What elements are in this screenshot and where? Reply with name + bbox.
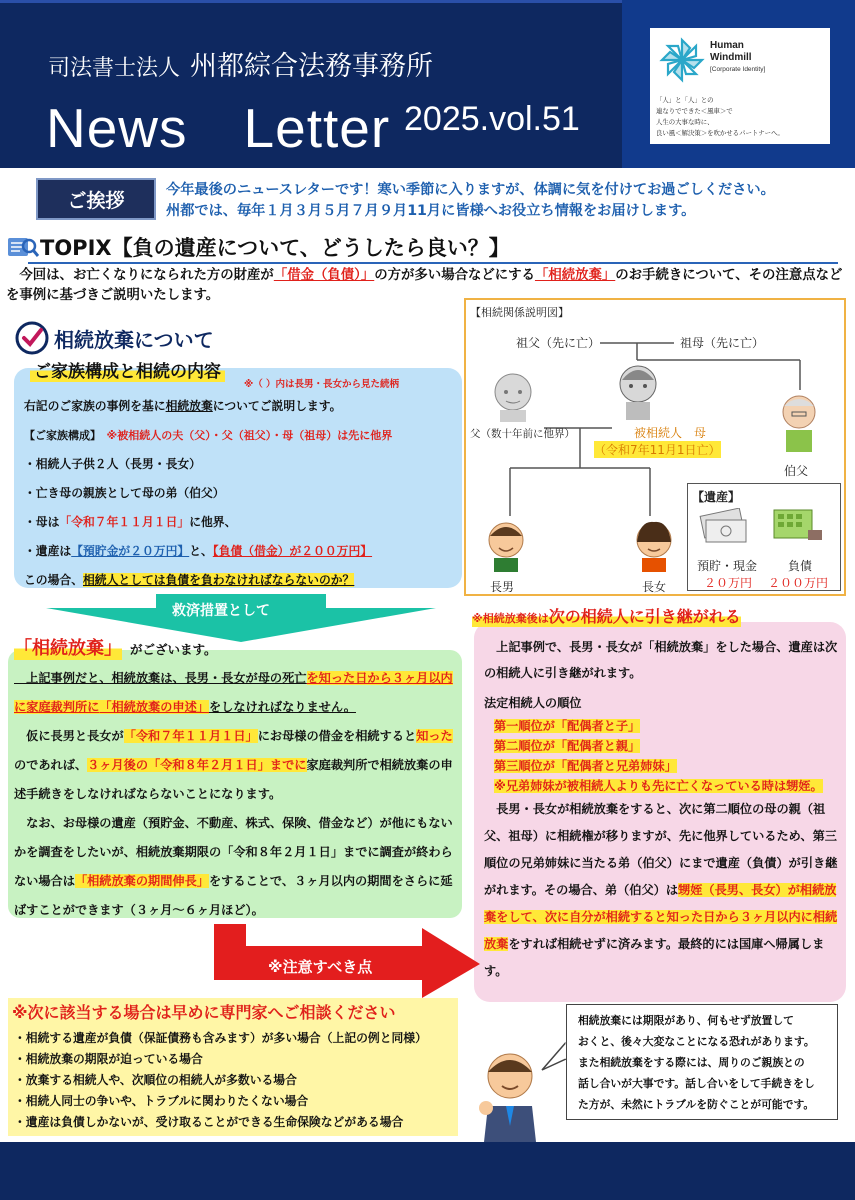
family-line: [24, 537, 458, 566]
daughter-figure-icon: [632, 518, 676, 572]
text: なお、お母様の遺産（預貯金、不動産、株式、保険、借金など）が他にもないかを調査をしたいが、相続放棄期限の「令和８年２月１日」までに調査が終わらない場合は: [14, 816, 453, 888]
deceased-date: （令和7年11月1日亡）: [594, 443, 721, 457]
son-label: 長男: [490, 580, 515, 594]
cash-icon: [698, 508, 750, 548]
text: 話し合いが大事です。話し合いをして手続きをし: [578, 1077, 815, 1090]
family-line: ・亡き母の親族として母の弟（伯父）: [24, 486, 225, 500]
order-item: 第三順位が「配偶者と兄弟姉妹」: [494, 759, 677, 773]
list-item: ・相続人同士の争いや、トラブルに関わりたくない場合: [14, 1094, 309, 1108]
next-heir-title: [472, 604, 741, 627]
text: また相続放棄をする際には、周りのご親族との: [578, 1056, 805, 1069]
daughter-label: 長女: [642, 580, 667, 594]
text: 「相続放棄の期間伸長」: [74, 874, 209, 888]
text: のであれば、: [14, 758, 88, 772]
text: 上記事例だと、相続放棄は、長男・長女が母の死亡: [14, 671, 307, 685]
text: 右記のご家族の事例を基に: [24, 399, 166, 413]
text: をすることで、３ヶ月以内の期間をさらに延ばすことができます（３ヶ月～６ヶ月ほど）。: [14, 874, 453, 917]
diagram-caption: 【相続関係説明図】: [470, 306, 569, 319]
order-item: ※兄弟姉妹が被相続人よりも先に亡くなっている時は甥姪。: [494, 779, 823, 793]
text: た方が、未然にトラブルを防ぐことが可能です。: [578, 1098, 815, 1111]
advisor-figure-icon: [474, 1046, 548, 1142]
text: ※被相続人の夫（父）・父（祖父）・母（祖母）は先に他界: [106, 429, 393, 442]
intro-text: の方が多い場合などにする: [374, 268, 535, 283]
advice-text: [578, 1010, 836, 1115]
family-note: ※（ ）内は長男・長女から見た続柄: [244, 379, 400, 390]
topix-underline: [28, 262, 838, 264]
text: 長男・長女が相続放棄をすると、次に第二順位の母の親（祖父、祖母）に相続権が移りますが、先に他界しているため、第三順位の兄弟姉妹に当たる弟（伯父）にまで遺産（負債）が引き継がれます。その場合、弟（伯父）は: [484, 802, 838, 897]
list-item: ・遺産は負債しかないが、受け取ることができる生命保険などがある場合: [14, 1115, 404, 1129]
text: 甥姪（長男、長女）が相続放棄をして、次に自分が相続すると知った日から３ヶ月以内に相続放棄: [484, 883, 838, 951]
debt-amount: ２００万円: [768, 576, 829, 590]
firm-prefix: 司法書士法人: [48, 56, 181, 81]
firm-name-main: 州都綜合法務事務所: [190, 51, 434, 82]
order-item: 第一順位が「配偶者と子」: [494, 719, 641, 733]
tagline-line: 「人」と「人」との: [656, 96, 714, 104]
text: 「令和７年１１月１日」: [59, 515, 190, 529]
text: 知った: [416, 729, 453, 743]
rescue-label: 救済措置として: [172, 603, 270, 619]
father-label: 父（数十年前に他界）: [470, 428, 575, 440]
grandfather-label: 祖父（先に亡）: [516, 336, 601, 350]
father-figure-icon: [490, 370, 536, 422]
renunciation-text: [14, 664, 460, 925]
text: ・遺産は: [24, 544, 72, 558]
list-item: ・放棄する相続人や、次順位の相続人が多数いる場合: [14, 1073, 297, 1087]
logo-word-2: Windmill: [710, 52, 752, 63]
text: 「相続放棄の申述」: [99, 700, 209, 714]
family-subtitle: ご家族構成と相続の内容: [30, 357, 225, 382]
savings-label: 預貯・現金: [697, 559, 758, 573]
order-title: 法定相続人の順位: [484, 696, 582, 710]
text: を知った日から３ヶ月以内に: [14, 671, 453, 714]
text: 相続放棄には期限があり、何もせず放置して: [578, 1014, 794, 1027]
volume-label: 2025.vol.51: [404, 100, 580, 138]
order-item: 第二順位が「配偶者と親」: [494, 739, 641, 753]
text: にお母様の借金を相続すると: [257, 729, 417, 743]
savings-amount: ２０万円: [704, 576, 753, 590]
text: 上記事例で、長男・長女が「相続放棄」をした場合、遺産は次の相続人に引き継がれます。: [484, 640, 838, 680]
topix-title: TOPIX【負の遺産について、どうしたら良い？】: [40, 236, 510, 260]
grandmother-label: 祖母（先に亡）: [680, 336, 765, 350]
tagline-line: 人生の大事な時に、: [656, 118, 714, 126]
family-line: ・相続人子供２人（長男・長女）: [24, 457, 201, 471]
magnifier-document-icon: [6, 232, 40, 262]
text: 家庭裁判所で相続放棄の申述手続きをしなければならないことになります。: [14, 758, 453, 801]
newsletter-title: News Letter: [46, 97, 391, 159]
uncle-label: 伯父: [784, 464, 809, 478]
text: ・母は: [24, 515, 60, 529]
son-figure-icon: [484, 518, 528, 572]
text: 相続放棄: [165, 399, 213, 413]
text: についてご説明します。: [212, 399, 342, 413]
text: をすれば相続せずに済みます。最終的には国庫へ帰属します。: [484, 937, 825, 978]
mother-figure-icon: [614, 362, 662, 420]
logo-tagline: [656, 95, 828, 139]
greeting-text: [166, 180, 775, 222]
text: 相続人としては負債を負わなければならないのか？: [83, 573, 355, 587]
text: ３ヶ月後の「令和８年２月１日」までに: [87, 758, 307, 772]
intro-renunciation: 「相続放棄」: [534, 268, 616, 283]
text: 次の相続人に引き継がれる: [548, 607, 741, 626]
footer-bar: [0, 1142, 855, 1200]
family-line: [24, 421, 458, 450]
text: 【ご家族構成】: [24, 429, 96, 442]
text: 【預貯金が２０万円】: [71, 544, 190, 558]
text: をしなければなりません。: [209, 700, 356, 714]
firm-name: [48, 44, 433, 83]
consult-list: [14, 1028, 458, 1133]
text: おくと、後々大変なことになる恐れがあります。: [578, 1035, 815, 1048]
intro-text: のお手続きについて、その注意点などを事例に基づきご説明いたします。: [6, 268, 843, 303]
estate-title: 【遺産】: [692, 490, 741, 504]
logo-word-1: Human: [710, 40, 744, 51]
section-title: 相続放棄について: [54, 328, 214, 352]
text: 【負債（借金）が２００万円】: [212, 544, 373, 558]
intro-debt: 「借金（負債）」: [273, 268, 375, 283]
greeting-line-1: 今年最後のニュースレターです！寒い季節に入りますが、体調に気を付けてお過ごしください。: [166, 182, 775, 198]
greeting-line-2: 州都では、毎年１月３月５月７月９月11月に皆様へお役立ち情報をお届けします。: [166, 203, 696, 219]
text: と、: [189, 544, 213, 558]
family-line: [24, 508, 458, 537]
consult-heading: ※次に該当する場合は早めに専門家へご相談ください: [12, 1003, 396, 1022]
family-info-text: [24, 392, 458, 595]
list-item: ・相続する遺産が負債（保証債務も含みます）が多い場合（上記の例と同様）: [14, 1031, 427, 1045]
renunciation-heading: 「相続放棄」: [14, 634, 122, 660]
renunciation-heading-tail: がございます。: [130, 642, 217, 657]
windmill-logo-icon: [658, 36, 706, 84]
debt-label: 負債: [788, 559, 813, 573]
text: この場合、: [24, 573, 83, 587]
text: に他界、: [189, 515, 237, 529]
text: 「令和７年１１月１日」: [123, 729, 258, 743]
tagline-line: 連なりでできた＜風車＞で: [656, 107, 733, 115]
intro-text: 今回は、お亡くなりになられた方の財産が: [6, 268, 274, 283]
text: ※相続放棄後は: [472, 612, 549, 625]
text: 仮に長男と長女が: [14, 729, 124, 743]
greeting-label: ご挨拶: [36, 178, 156, 220]
logo-wordmark: [710, 40, 752, 64]
family-line: [24, 392, 458, 421]
warning-label: ※注意すべき点: [268, 958, 373, 976]
tagline-line: 良い風＜解決策＞を吹かせるパートナーへ。: [656, 129, 784, 137]
family-line: [24, 566, 458, 595]
uncle-figure-icon: [776, 392, 822, 454]
next-heir-text: [484, 634, 842, 985]
check-circle-icon: [14, 320, 50, 356]
list-item: ・相続放棄の期限が迫っている場合: [14, 1052, 203, 1066]
deceased-label: 被相続人 母: [634, 426, 707, 440]
text: 家庭裁判所に: [26, 700, 100, 714]
debt-ledger-icon: [768, 506, 826, 548]
logo-subtitle: [Corporate Identity]: [710, 66, 766, 73]
